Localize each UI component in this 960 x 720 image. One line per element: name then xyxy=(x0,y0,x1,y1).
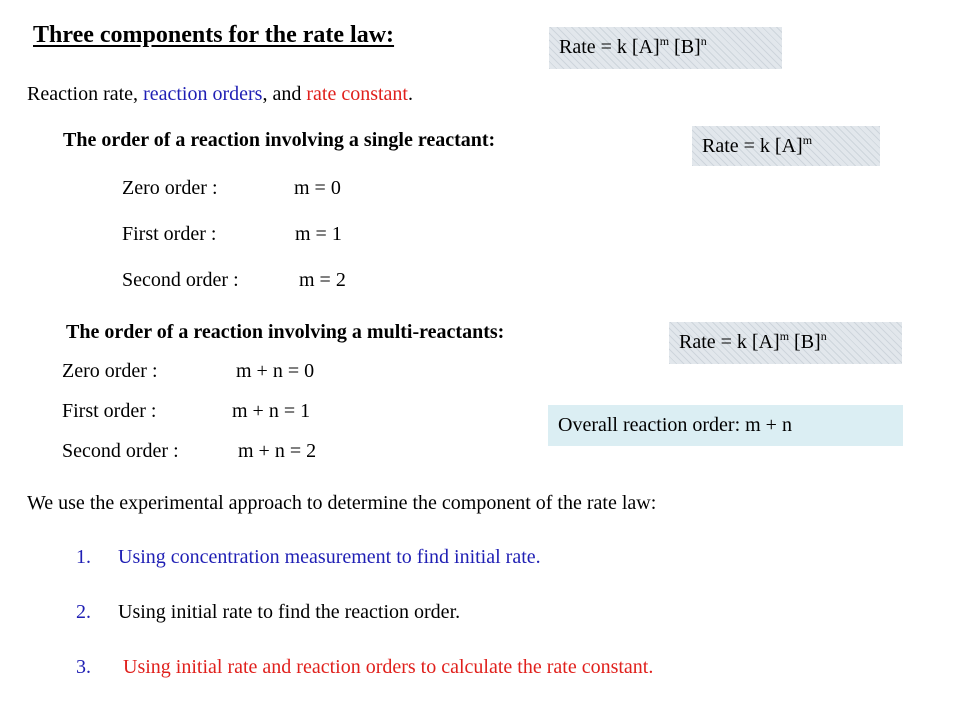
step-3 xyxy=(76,656,653,679)
overall-order-box xyxy=(548,405,903,446)
formula-exponent-n: n xyxy=(700,34,707,48)
order-value: m = 2 xyxy=(299,269,346,291)
rate-law-formula-box-top xyxy=(549,27,782,69)
rate-law-formula-box-single xyxy=(692,126,880,166)
experimental-intro: We use the experimental approach to determine the component of the rate law: xyxy=(27,492,657,514)
step-1 xyxy=(76,546,541,569)
formula-prefix: Rate = k [A] xyxy=(679,331,780,353)
step-text: Using initial rate and reaction orders to calculate the rate constant. xyxy=(123,656,654,678)
multi-second-order xyxy=(62,440,316,463)
multi-zero-order xyxy=(62,360,314,383)
order-label: First order : xyxy=(62,400,157,422)
slide-title: Three components for the rate law: xyxy=(33,22,395,48)
multi-reactant-heading: The order of a reaction involving a multi-reactants: xyxy=(66,321,505,343)
formula-exponent-m: m xyxy=(659,34,670,48)
step-number: 1. xyxy=(76,546,91,568)
order-value: m = 1 xyxy=(295,223,342,245)
intro-text: Reaction rate, xyxy=(27,83,144,105)
intro-text: . xyxy=(407,83,413,105)
single-second-order xyxy=(122,269,346,292)
formula-exponent-m: m xyxy=(779,329,790,343)
formula-prefix: Rate = k [A] xyxy=(702,135,803,157)
formula-mid: [B] xyxy=(789,331,821,353)
intro-line xyxy=(27,83,413,106)
step-text: Using concentration measurement to find initial rate. xyxy=(118,546,541,568)
formula-exponent-m: m xyxy=(802,133,813,147)
formula-prefix: Rate = k [A] xyxy=(559,36,660,58)
order-value: m + n = 1 xyxy=(232,400,311,422)
order-label: First order : xyxy=(122,223,217,245)
step-number: 3. xyxy=(76,656,91,678)
formula-mid: [B] xyxy=(669,36,701,58)
order-label: Zero order : xyxy=(62,360,158,382)
reaction-orders-text: reaction orders xyxy=(143,83,263,105)
rate-law-formula-box-multi xyxy=(669,322,902,364)
formula-exponent-n: n xyxy=(820,329,827,343)
order-value: m + n = 2 xyxy=(238,440,317,462)
rate-constant-text: rate constant xyxy=(306,83,408,105)
single-reactant-heading: The order of a reaction involving a single reactant: xyxy=(63,129,496,151)
single-first-order xyxy=(122,223,342,246)
step-text: Using initial rate to find the reaction order. xyxy=(118,601,461,623)
multi-first-order xyxy=(62,400,310,423)
overall-order-text: Overall reaction order: m + n xyxy=(558,414,792,436)
order-value: m + n = 0 xyxy=(236,360,315,382)
step-2 xyxy=(76,601,460,624)
order-value: m = 0 xyxy=(294,177,341,199)
order-label: Zero order : xyxy=(122,177,218,199)
single-zero-order xyxy=(122,177,341,200)
intro-text: , and xyxy=(262,83,307,105)
order-label: Second order : xyxy=(62,440,179,462)
step-number: 2. xyxy=(76,601,91,623)
order-label: Second order : xyxy=(122,269,239,291)
